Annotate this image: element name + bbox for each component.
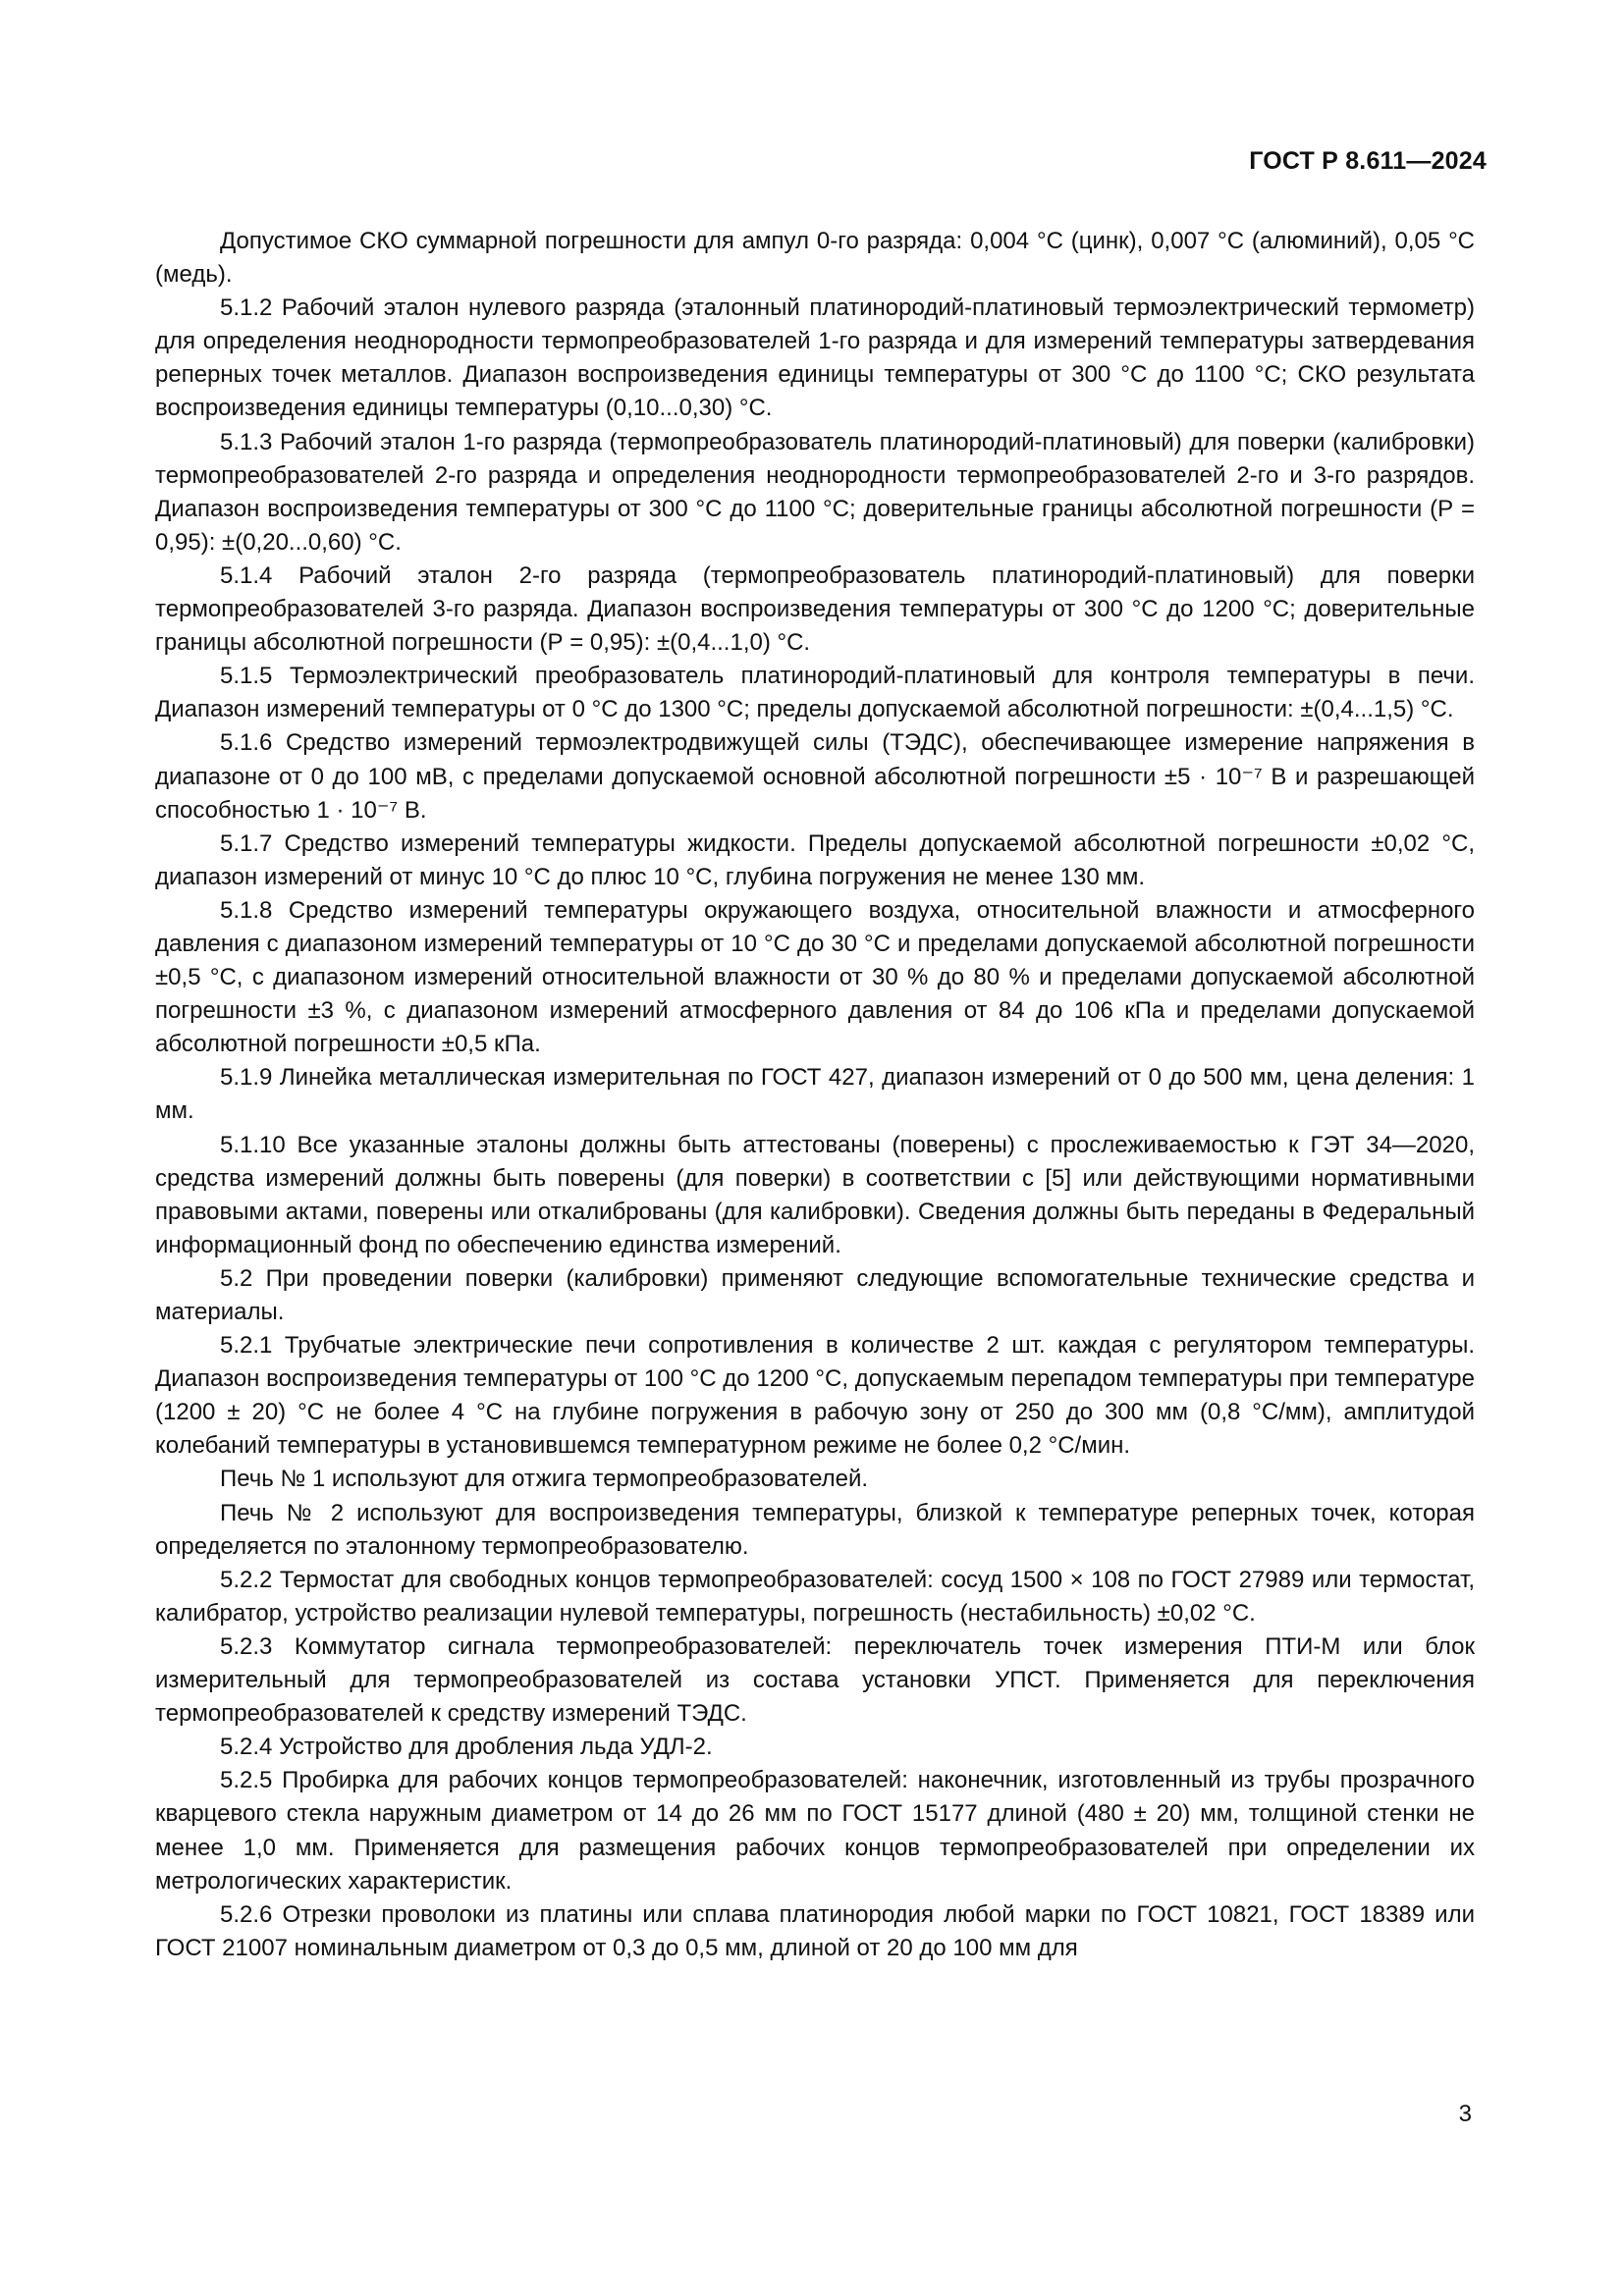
paragraph: Печь № 1 используют для отжига термопреобразователей. <box>220 1466 869 1493</box>
paragraph: 5.1.4 Рабочий эталон 2-го разряда (термопреобразователь платинородий-платиновый) для поверки термопреобразователей 3-го разряда. Диапазон воспроизведения температуры от 300 °С до 1200 °С; доверительные границы абсолютной погрешности (Р = 0,95): ±(0,4...1,0) °С. <box>155 561 1475 657</box>
paragraph: 5.2.1 Трубчатые электрические печи сопротивления в количестве 2 шт. каждая с регулятором температуры. Диапазон воспроизведения температуры от 100 °С до 1200 °С, допускаемым перепадом температуры при температуре (1200 ± 20) °С не более 4 °С на глубине погружения в рабочую зону от 250 до 300 мм (0,8 °С/мм), амплитудой колебаний температуры в установившемся температурном режиме не более 0,2 °С/мин. <box>155 1332 1475 1460</box>
paragraph: 5.2.6 Отрезки проволоки из платины или сплава платинородия любой марки по ГОСТ 10821, ГОСТ 18389 или ГОСТ 21007 номинальным диаметром от 0,3 до 0,5 мм, длиной от 20 до 100 мм для <box>155 1900 1475 1961</box>
paragraph: 5.1.9 Линейка металлическая измерительная по ГОСТ 427, диапазон измерений от 0 до 500 мм, цена деления: 1 мм. <box>155 1064 1475 1125</box>
paragraph: 5.2 При проведении поверки (калибровки) применяют следующие вспомогательные технические средства и материалы. <box>155 1264 1475 1325</box>
paragraph: 5.1.6 Средство измерений термоэлектродвижущей силы (ТЭДС), обеспечивающее измерение напряжения в диапазоне от 0 до 100 мВ, с пределами допускаемой основной абсолютной погрешности ±5 · 10⁻⁷ В и разрешающей способностью 1 · 10⁻⁷ В. <box>155 729 1475 824</box>
paragraph: Печь № 2 используют для воспроизведения температуры, близкой к температуре реперных точек, которая определяется по эталонному термопреобразователю. <box>155 1499 1475 1560</box>
paragraph: 5.2.2 Термостат для свободных концов термопреобразователей: сосуд 1500 × 108 по ГОСТ 27989 или термостат, калибратор, устройство реализации нулевой температуры, погрешность (нестабильность) ±0,02 °С. <box>155 1566 1475 1627</box>
paragraph: 5.1.8 Средство измерений температуры окружающего воздуха, относительной влажности и атмосферного давления с диапазоном измерений температуры от 10 °С до 30 °С и пределами допускаемой абсолютной погрешности ±0,5 °С, с диапазоном измерений относительной влажности от 30 % до 80 % и пределами допускаемой абсолютной погрешности ±3 %, с диапазоном измерений атмосферного давления от 84 до 106 кПа и пределами допускаемой абсолютной погрешности ±0,5 кПа. <box>155 896 1475 1058</box>
paragraph: 5.1.10 Все указанные эталоны должны быть аттестованы (поверены) с прослеживаемостью к ГЭТ 34—2020, средства измерений должны быть поверены (для поверки) в соответствии с [5] или действующими нормативными правовыми актами, поверены или откалиброваны (для калибровки). Сведения должны быть переданы в Федеральный информационный фонд по обеспечению единства измерений. <box>155 1131 1475 1258</box>
paragraph: 5.2.5 Пробирка для рабочих концов термопреобразователей: наконечник, изготовленный из трубы прозрачного кварцевого стекла наружным диаметром от 14 до 26 мм по ГОСТ 15177 длиной (480 ± 20) мм, толщиной стенки не менее 1,0 мм. Применяется для размещения рабочих концов термопреобразователей при определении их метрологических характеристик. <box>155 1767 1475 1895</box>
paragraph: 5.1.5 Термоэлектрический преобразователь платинородий-платиновый для контроля температуры в печи. Диапазон измерений температуры от 0 °С до 1300 °С; пределы допускаемой абсолютной погрешности: ±(0,4...1,5) °С. <box>155 663 1475 723</box>
paragraph: 5.1.3 Рабочий эталон 1-го разряда (термопреобразователь платинородий-платиновый) для поверки (калибровки) термопреобразователей 2-го разряда и определения неоднородности термопреобразователей 2-го и 3-го разрядов. Диапазон воспроизведения температуры от 300 °С до 1100 °С; доверительные границы абсолютной погрешности (Р = 0,95): ±(0,20...0,60) °С. <box>155 428 1475 556</box>
paragraph: 5.1.2 Рабочий эталон нулевого разряда (эталонный платинородий-платиновый термоэлектрический термометр) для определения неоднородности термопреобразователей 1-го разряда и для измерений температуры затвердевания реперных точек металлов. Диапазон воспроизведения единицы температуры от 300 °С до 1100 °С; СКО результата воспроизведения единицы температуры (0,10...0,30) °С. <box>155 294 1475 422</box>
document-body <box>155 225 1475 1965</box>
document-header-id: ГОСТ Р 8.611—2024 <box>1249 147 1487 175</box>
paragraph: 5.1.7 Средство измерений температуры жидкости. Пределы допускаемой абсолютной погрешности ±0,02 °С, диапазон измерений от минус 10 °С до плюс 10 °С, глубина погружения не менее 130 мм. <box>155 829 1475 890</box>
page-number: 3 <box>1458 2101 1472 2127</box>
paragraph: 5.2.3 Коммутатор сигнала термопреобразователей: переключатель точек измерения ПТИ-М или блок измерительный для термопреобразователей из состава установки УПСТ. Применяется для переключения термопреобразователей к средству измерений ТЭДС. <box>155 1632 1475 1728</box>
paragraph: 5.2.4 Устройство для дробления льда УДЛ-2. <box>220 1734 713 1761</box>
paragraph: Допустимое СКО суммарной погрешности для ампул 0-го разряда: 0,004 °С (цинк), 0,007 °С (алюминий), 0,05 °С (медь). <box>155 228 1475 289</box>
